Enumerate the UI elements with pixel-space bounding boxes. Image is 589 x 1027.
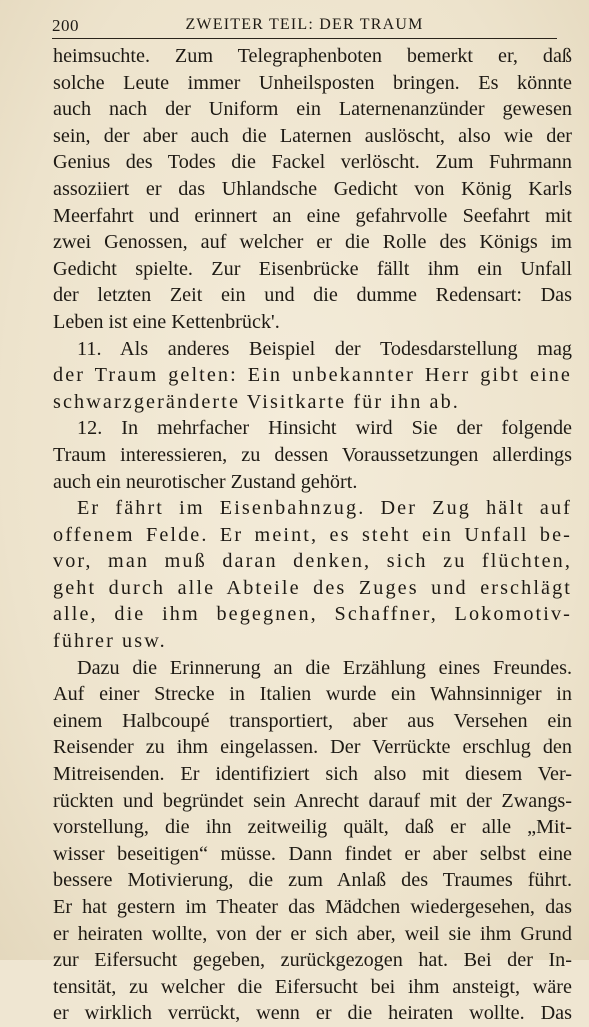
text-line: vor, man muß daran denken, sich zu flüchten, xyxy=(53,550,572,573)
text-line: zwei Genossen, auf welcher er die Rolle des Königs im xyxy=(53,231,572,254)
text-line: Reisender zu ihm eingelassen. Der Verrückte erschlug den xyxy=(53,736,572,759)
text-line: Genius des Todes die Fackel verlöscht. Zum Fuhrmann xyxy=(53,151,572,174)
text-line: rückten und begründet sein Anrecht darauf mit der Zwangs- xyxy=(53,789,572,812)
text-line: Traum interessieren, zu dessen Voraussetzungen allerdings xyxy=(53,443,572,466)
text-line: Dazu die Erinnerung an die Erzählung eines Freundes. xyxy=(77,656,572,679)
text-line: offenem Felde. Er meint, es steht ein Unfall be- xyxy=(53,523,572,546)
text-line: 11. Als anderes Beispiel der Todesdarstellung mag xyxy=(77,337,572,360)
body-text xyxy=(53,43,572,1027)
text-line: Gedicht spielte. Zur Eisenbrücke fällt ihm ein Unfall xyxy=(53,257,572,280)
text-line: Leben ist eine Kettenbrück'. xyxy=(53,310,280,333)
text-line: schwarzgeränderte Visitkarte für ihn ab. xyxy=(53,390,460,413)
text-line: solche Leute immer Unheilsposten bringen. Es könnte xyxy=(53,71,572,94)
text-line: der letzten Zeit ein und die dumme Redensart: Das xyxy=(53,284,572,307)
text-line: Er hat gestern im Theater das Mädchen wiedergesehen, das xyxy=(53,896,572,918)
text-line: heimsuchte. Zum Telegraphenboten bemerkt er, daß xyxy=(53,45,572,67)
text-line: Mitreisenden. Er identifiziert sich also mit diesem Ver- xyxy=(53,763,572,786)
text-line: führer usw. xyxy=(53,630,167,653)
text-line: Auf einer Strecke in Italien wurde ein Wahnsinniger in xyxy=(53,683,572,706)
text-line: geht durch alle Abteile des Zuges und erschlägt xyxy=(53,576,572,599)
text-line: assoziiert er das Uhlandsche Gedicht von König Karls xyxy=(53,177,572,200)
page-header xyxy=(52,14,557,39)
text-line: wisser beseitigen“ müsse. Dann findet er aber selbst eine xyxy=(53,842,572,865)
running-head: ZWEITER TEIL: DER TRAUM xyxy=(185,16,424,33)
text-line: der Traum gelten: Ein unbekannter Herr gibt eine xyxy=(53,364,572,387)
text-line: alle, die ihm begegnen, Schaffner, Lokomotiv- xyxy=(53,603,572,626)
page-number: 200 xyxy=(52,16,79,35)
text-line: er wirklich verrückt, wenn er die heiraten wollte. Das xyxy=(53,1002,572,1025)
text-line: Er fährt im Eisenbahnzug. Der Zug hält auf xyxy=(77,497,572,520)
text-line: vorstellung, die ihn zeitweilig quält, daß er alle „Mit- xyxy=(53,816,572,839)
text-line: 12. In mehrfacher Hinsicht wird Sie der folgende xyxy=(77,417,572,440)
text-line: sein, der aber auch die Laternen auslöscht, also wie der xyxy=(53,124,572,147)
text-line: tensität, zu welcher die Eifersucht bei ihm ansteigt, wäre xyxy=(53,975,572,998)
text-line: auch ein neurotischer Zustand gehört. xyxy=(53,470,358,493)
text-line: bessere Motivierung, die zum Anlaß des Traumes führt. xyxy=(53,869,572,892)
text-line: auch nach der Uniform ein Laternenanzünder gewesen xyxy=(53,98,572,121)
text-line: zur Eifersucht gegeben, zurückgezogen hat. Bei der In- xyxy=(53,949,572,972)
text-line: Meerfahrt und erinnert an eine gefahrvolle Seefahrt mit xyxy=(53,204,572,227)
text-line: einem Halbcoupé transportiert, aber aus Versehen ein xyxy=(53,709,572,732)
text-line: er heiraten wollte, von der er sich aber, weil sie ihm Grund xyxy=(53,922,572,945)
